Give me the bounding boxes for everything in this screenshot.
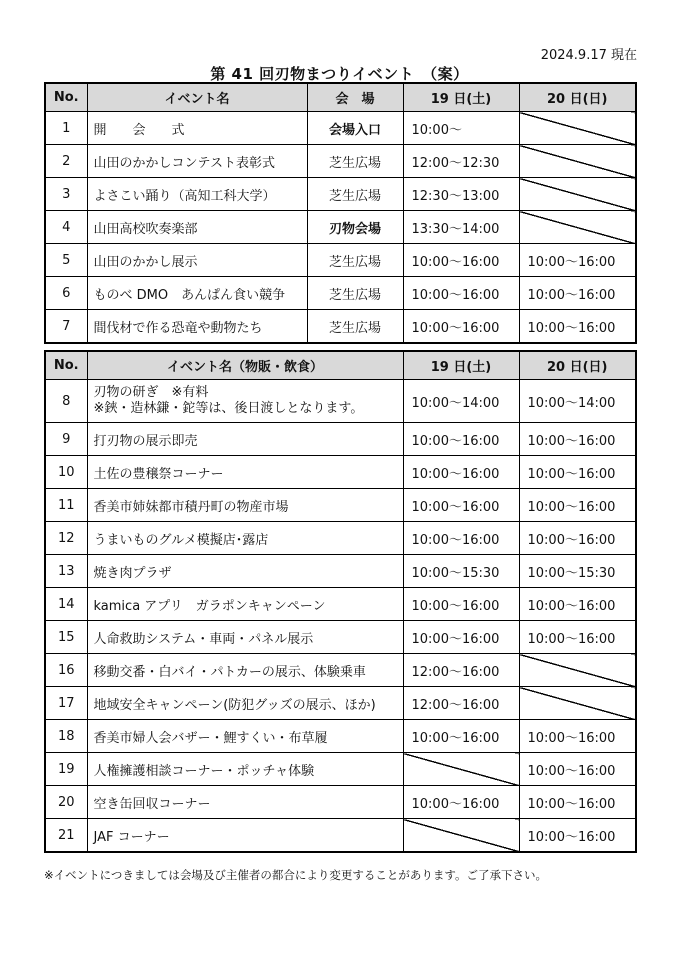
row-number: 21 [45, 819, 87, 853]
time-day20: 10:00～16:00 [519, 588, 636, 621]
time-day19: 10:00～16:00 [403, 310, 519, 344]
time-day19: 10:00～14:00 [403, 380, 519, 423]
event-name: 人権擁護相談コーナー・ポッチャ体験 [87, 753, 403, 786]
table-header-row [45, 351, 636, 380]
time-day19: 12:30～13:00 [403, 178, 519, 211]
table-row [45, 753, 636, 786]
table-header-row [45, 83, 636, 112]
time-day19: 12:00～16:00 [403, 687, 519, 720]
table-row [45, 687, 636, 720]
table-row [45, 178, 636, 211]
table-row [45, 555, 636, 588]
venue: 刃物会場 [307, 211, 403, 244]
row-number: 15 [45, 621, 87, 654]
stage-events-table [44, 82, 637, 344]
time-day19 [403, 819, 519, 853]
row-number: 7 [45, 310, 87, 344]
time-day19: 10:00～16:00 [403, 489, 519, 522]
time-day20: 10:00～16:00 [519, 621, 636, 654]
header-day19: 19 日(土) [403, 83, 519, 112]
table-row [45, 310, 636, 344]
time-day19: 10:00～16:00 [403, 522, 519, 555]
sales-events-table [44, 350, 637, 853]
event-name: 焼き肉プラザ [87, 555, 403, 588]
table-row [45, 819, 636, 853]
time-day19: 10:00～15:30 [403, 555, 519, 588]
time-day20 [519, 687, 636, 720]
time-day20: 10:00～16:00 [519, 456, 636, 489]
row-number: 14 [45, 588, 87, 621]
table-row [45, 277, 636, 310]
header-no: No. [45, 351, 87, 380]
time-day19: 12:00～16:00 [403, 654, 519, 687]
time-day20 [519, 112, 636, 145]
event-name: 人命救助システム・車両・パネル展示 [87, 621, 403, 654]
time-day20 [519, 654, 636, 687]
table-row [45, 654, 636, 687]
time-day20: 10:00～16:00 [519, 819, 636, 853]
time-day20 [519, 178, 636, 211]
table-row [45, 489, 636, 522]
row-number: 17 [45, 687, 87, 720]
event-name: 空き缶回収コーナー [87, 786, 403, 819]
row-number: 20 [45, 786, 87, 819]
row-number: 1 [45, 112, 87, 145]
header-event-name: イベント名（物販・飲食） [87, 351, 403, 380]
event-name: 開 会 式 [87, 112, 307, 145]
event-name: 山田高校吹奏楽部 [87, 211, 307, 244]
table-row [45, 621, 636, 654]
event-name [87, 380, 403, 423]
time-day20: 10:00～16:00 [519, 522, 636, 555]
time-day20: 10:00～16:00 [519, 277, 636, 310]
row-number: 2 [45, 145, 87, 178]
event-name: 山田のかかしコンテスト表彰式 [87, 145, 307, 178]
row-number: 16 [45, 654, 87, 687]
row-number: 19 [45, 753, 87, 786]
event-name: 土佐の豊穣祭コーナー [87, 456, 403, 489]
document-date: 2024.9.17 現在 [540, 48, 637, 63]
row-number: 10 [45, 456, 87, 489]
table-row [45, 522, 636, 555]
row-number: 6 [45, 277, 87, 310]
table-row [45, 456, 636, 489]
time-day19: 10:00～16:00 [403, 423, 519, 456]
document-title: 第 41 回刃物まつりイベント （案） [210, 65, 469, 83]
time-day20 [519, 211, 636, 244]
time-day20: 10:00～14:00 [519, 380, 636, 423]
time-day20: 10:00～16:00 [519, 489, 636, 522]
venue: 芝生広場 [307, 145, 403, 178]
venue: 芝生広場 [307, 244, 403, 277]
row-number: 5 [45, 244, 87, 277]
venue: 会場入口 [307, 112, 403, 145]
time-day19: 10:00～16:00 [403, 720, 519, 753]
header-event-name: イベント名 [87, 83, 307, 112]
table-row [45, 145, 636, 178]
row-number: 11 [45, 489, 87, 522]
event-name: よさこい踊り（高知工科大学） [87, 178, 307, 211]
header-day20: 20 日(日) [519, 351, 636, 380]
time-day20 [519, 145, 636, 178]
event-name: ものべ DMO あんぱん食い競争 [87, 277, 307, 310]
table-row [45, 588, 636, 621]
table-row [45, 211, 636, 244]
time-day20: 10:00～16:00 [519, 786, 636, 819]
footnote: ※イベントにつきましては会場及び主催者の都合により変更することがあります。ご了承下さい。 [44, 868, 547, 882]
event-name: 間伐材で作る恐竜や動物たち [87, 310, 307, 344]
table-row [45, 720, 636, 753]
event-name: kamica アプリ ガラポンキャンペーン [87, 588, 403, 621]
row-number: 9 [45, 423, 87, 456]
header-day20: 20 日(日) [519, 83, 636, 112]
time-day19: 10:00～16:00 [403, 588, 519, 621]
row-number: 12 [45, 522, 87, 555]
time-day19 [403, 753, 519, 786]
time-day19: 13:30～14:00 [403, 211, 519, 244]
table-row [45, 244, 636, 277]
time-day19: 12:00～12:30 [403, 145, 519, 178]
time-day19: 10:00～16:00 [403, 786, 519, 819]
time-day20: 10:00～15:30 [519, 555, 636, 588]
header-venue: 会 場 [307, 83, 403, 112]
time-day20: 10:00～16:00 [519, 310, 636, 344]
time-day19: 10:00～16:00 [403, 277, 519, 310]
time-day19: 10:00～ [403, 112, 519, 145]
event-name: 移動交番・白バイ・パトカーの展示、体験乗車 [87, 654, 403, 687]
table-row [45, 786, 636, 819]
row-number: 18 [45, 720, 87, 753]
event-name-line2: ※鋏・造林鎌・鉈等は、後日渡しとなります。 [93, 401, 364, 416]
row-number: 4 [45, 211, 87, 244]
row-number: 8 [45, 380, 87, 423]
event-name-line1: 刃物の研ぎ ※有料 [93, 385, 209, 400]
venue: 芝生広場 [307, 178, 403, 211]
event-name: 香美市婦人会バザー・鯉すくい・布草履 [87, 720, 403, 753]
time-day19: 10:00～16:00 [403, 621, 519, 654]
time-day20: 10:00～16:00 [519, 423, 636, 456]
table-row [45, 112, 636, 145]
event-name: 香美市姉妹都市積丹町の物産市場 [87, 489, 403, 522]
event-name: 打刃物の展示即売 [87, 423, 403, 456]
event-name: JAF コーナー [87, 819, 403, 853]
venue: 芝生広場 [307, 277, 403, 310]
row-number: 13 [45, 555, 87, 588]
time-day20: 10:00～16:00 [519, 720, 636, 753]
time-day19: 10:00～16:00 [403, 244, 519, 277]
time-day20: 10:00～16:00 [519, 244, 636, 277]
header-no: No. [45, 83, 87, 112]
event-name: うまいものグルメ模擬店･露店 [87, 522, 403, 555]
table-row [45, 423, 636, 456]
venue: 芝生広場 [307, 310, 403, 344]
table-row [45, 380, 636, 423]
header-day19: 19 日(土) [403, 351, 519, 380]
row-number: 3 [45, 178, 87, 211]
time-day20: 10:00～16:00 [519, 753, 636, 786]
time-day19: 10:00～16:00 [403, 456, 519, 489]
event-name: 山田のかかし展示 [87, 244, 307, 277]
event-name: 地域安全キャンペーン(防犯グッズの展示、ほか) [87, 687, 403, 720]
